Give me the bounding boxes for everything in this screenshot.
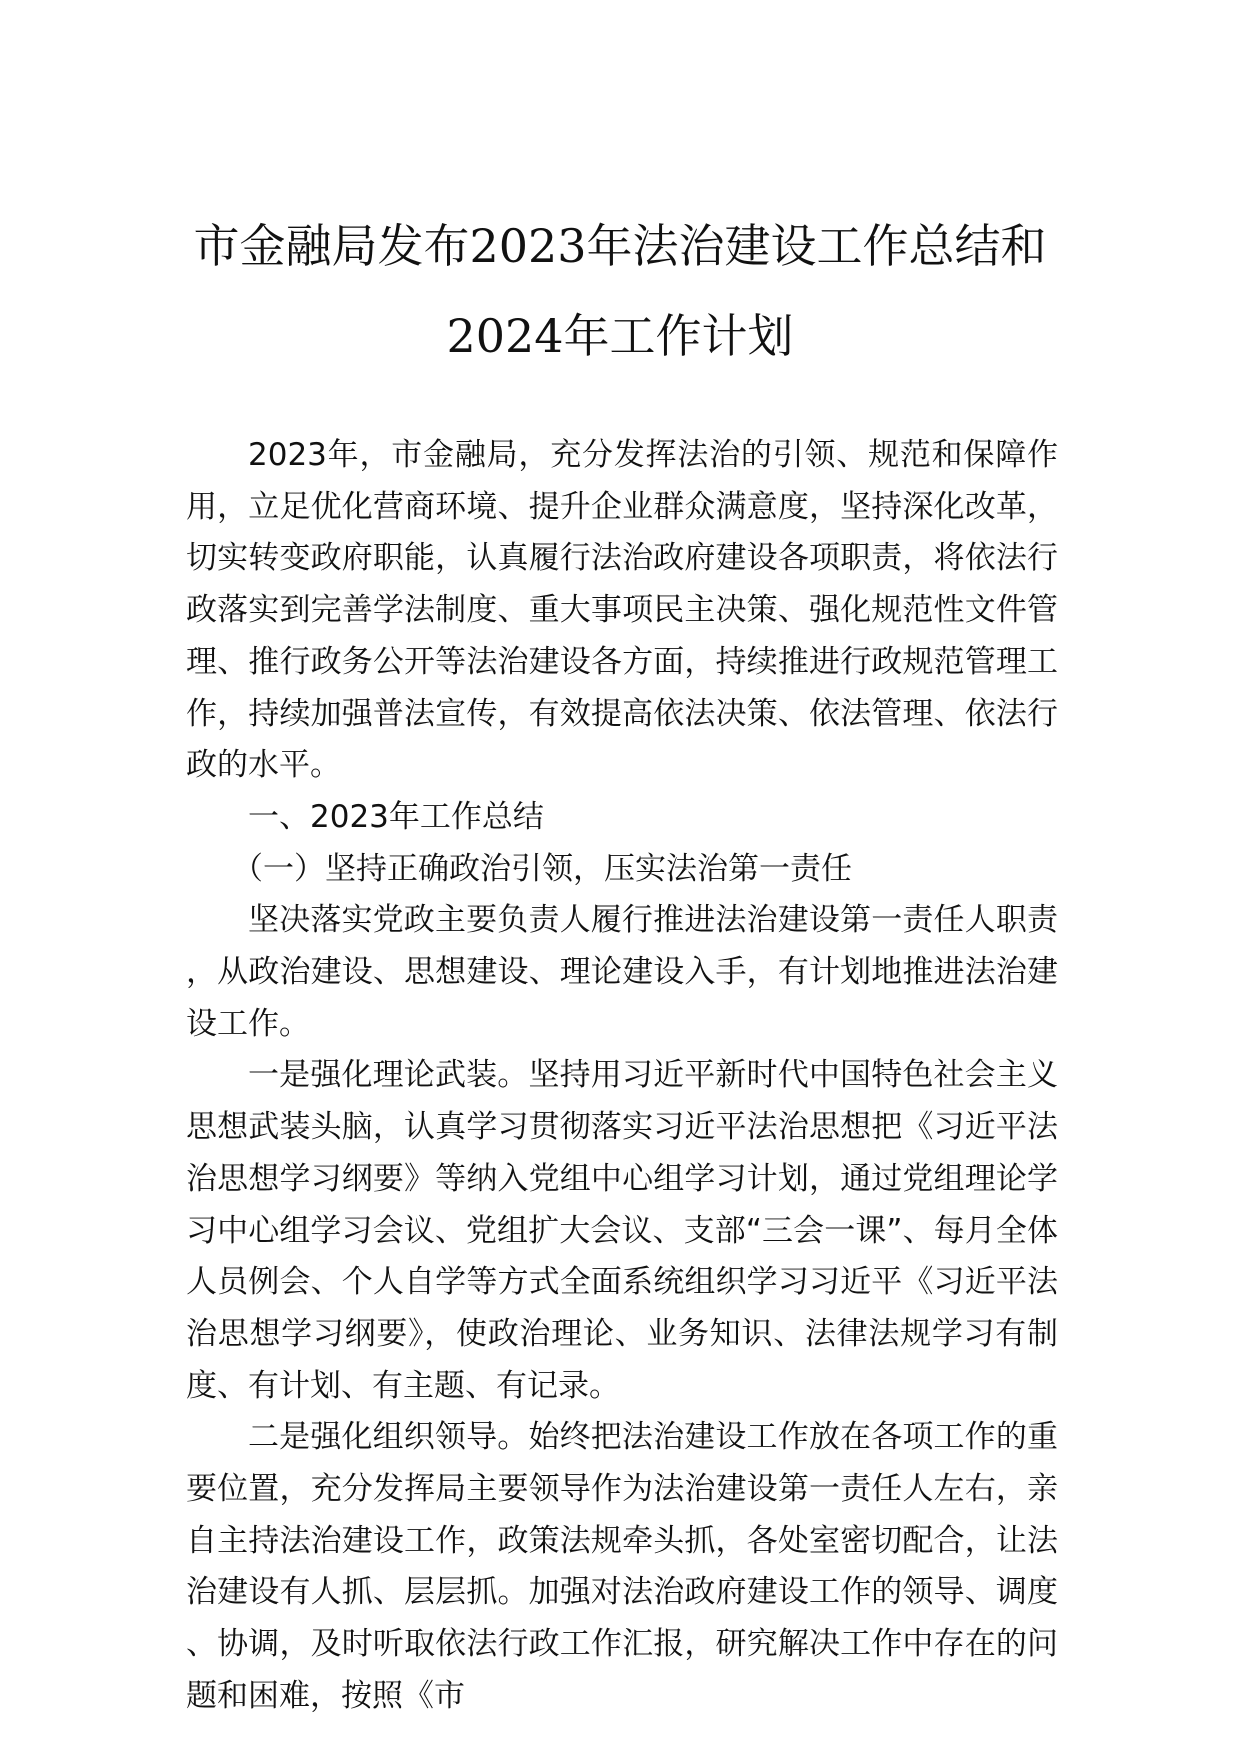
section-heading: 一、2023年工作总结 bbox=[248, 798, 544, 835]
point-two-paragraph: 二是强化组织领导。始终把法治建设工作放在各项工作的重要位置，充分发挥局主要领导作为法治建设第一责任人左右，亲自主持法治建设工作，政策法规牵头抓，各处室密切配合，让法治建设有人抓、层层抓。加强对法治政府建设工作的领导、调度、协调，及时听取依法行政工作汇报，研究解决工作中存在的问题和困难，按照《市 bbox=[186, 1419, 1058, 1714]
point-one-paragraph: 一是强化理论武装。坚持用习近平新时代中国特色社会主义思想武装头脑，认真学习贯彻落实习近平法治思想把《习近平法治思想学习纲要》等纳入党组中心组学习计划，通过党组理论学习中心组学习会议、党组扩大会议、支部“三会一课”、每月全体人员例会、个人自学等方式全面系统组织学习习近平《习近平法治思想学习纲要》，使政治理论、业务知识、法律法规学习有制度、有计划、有主题、有记录。 bbox=[186, 1057, 1058, 1404]
intro-paragraph: 2023年，市金融局，充分发挥法治的引领、规范和保障作用，立足优化营商环境、提升企业群众满意度，坚持深化改革，切实转变政府职能，认真履行法治政府建设各项职责，将依法行政落实到完善学法制度、重大事项民主决策、强化规范性文件管理、推行政务公开等法治建设各方面，持续推进行政规范管理工作，持续加强普法宣传，有效提高依法决策、依法管理、依法行政的水平。 bbox=[186, 437, 1058, 784]
document-title-line2: 2024年工作计划 bbox=[446, 309, 794, 363]
document-title-line1: 市金融局发布2023年法治建设工作总结和 bbox=[193, 219, 1047, 273]
document-body bbox=[186, 430, 1058, 1723]
subsection-intro-paragraph: 坚决落实党政主要负责人履行推进法治建设第一责任人职责，从政治建设、思想建设、理论建设入手，有计划地推进法治建设工作。 bbox=[186, 902, 1058, 1042]
subsection-heading: （一）坚持正确政治引领，压实法治第一责任 bbox=[232, 850, 852, 887]
